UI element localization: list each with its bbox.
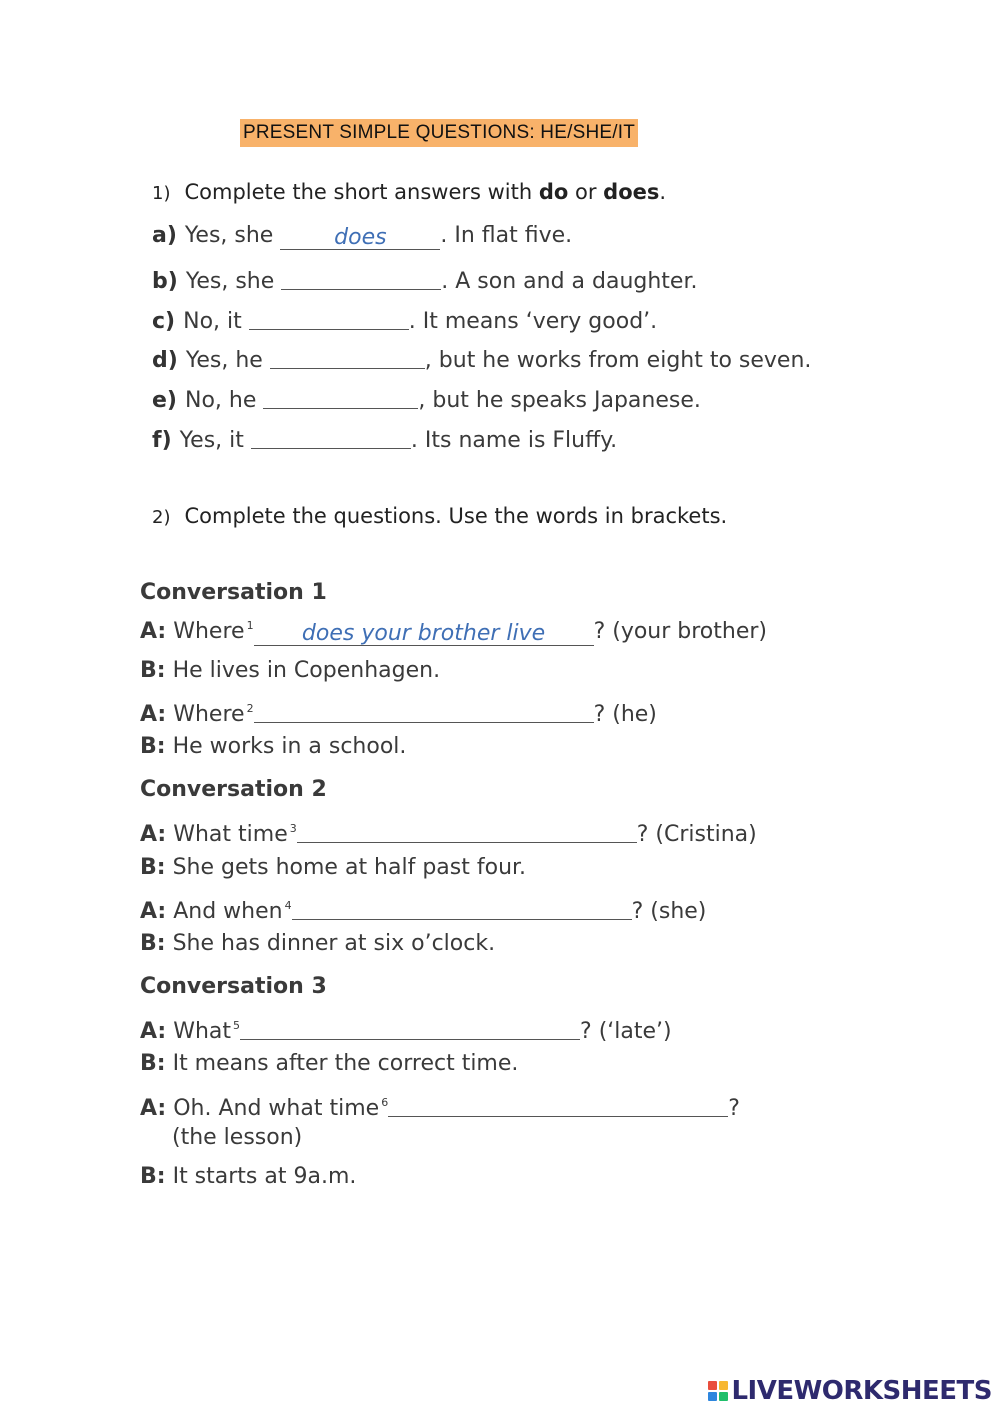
section1-number: 1): [152, 183, 171, 204]
conv-line-8: B: She has dinner at six o’clock.: [140, 931, 496, 956]
conv-line-1: A: Where $^1$ does your brother live ? (your brother): [140, 619, 767, 646]
conv-line-7: A: And when $^4$ ? (she): [140, 893, 706, 924]
liveworksheets-logo: [708, 1376, 992, 1406]
exercise-item-f: f) Yes, it . Its name is Fluffy.: [152, 422, 617, 453]
conv-line-5: A: What time $^3$ ? (Cristina): [140, 816, 757, 847]
exercise-item-b: b) Yes, she . A son and a daughter.: [152, 263, 698, 294]
conversation-2-title: Conversation 2: [140, 777, 327, 802]
conv-line-2: B: He lives in Copenhagen.: [140, 658, 441, 683]
answer-input-a[interactable]: does: [280, 225, 440, 250]
section2-instruction: 2) Complete the questions. Use the words in brackets.: [152, 504, 728, 528]
answer-input-5[interactable]: [240, 1015, 580, 1040]
answer-input-e[interactable]: [263, 384, 418, 409]
conv-line-11: A: Oh. And what time $^6$ ?: [140, 1090, 740, 1121]
conv-line-11-continuation: (the lesson): [172, 1125, 303, 1150]
conversation-1-title: Conversation 1: [140, 580, 327, 605]
answer-input-c[interactable]: [249, 305, 409, 330]
exercise-item-d: d) Yes, he , but he works from eight to seven.: [152, 342, 811, 373]
conv-line-12: B: It starts at 9a.m.: [140, 1164, 357, 1189]
answer-input-6[interactable]: [388, 1092, 728, 1117]
answer-input-1[interactable]: does your brother live: [254, 621, 594, 646]
answer-input-f[interactable]: [251, 424, 411, 449]
exercise-item-e: e) No, he , but he speaks Japanese.: [152, 382, 701, 413]
conv-line-3: A: Where $^2$ ? (he): [140, 696, 657, 727]
answer-input-3[interactable]: [297, 818, 637, 843]
section1-instruction: 1) Complete the short answers with do or does.: [152, 180, 667, 204]
answer-input-2[interactable]: [254, 698, 594, 723]
liveworksheets-logo-icon: [708, 1381, 728, 1401]
conv-line-10: B: It means after the correct time.: [140, 1051, 519, 1076]
conv-line-4: B: He works in a school.: [140, 734, 407, 759]
answer-input-b[interactable]: [281, 265, 441, 290]
conv-line-6: B: She gets home at half past four.: [140, 855, 527, 880]
answer-input-d[interactable]: [270, 344, 425, 369]
conv-line-9: A: What $^5$ ? (‘late’): [140, 1013, 672, 1044]
liveworksheets-brand-text: LIVEWORKSHEETS: [731, 1376, 992, 1406]
answer-input-4[interactable]: [292, 895, 632, 920]
conversation-3-title: Conversation 3: [140, 974, 327, 999]
exercise-item-c: c) No, it . It means ‘very good’.: [152, 303, 657, 334]
exercise-item-a: a) Yes, she does . In flat five.: [152, 223, 573, 250]
section2-number: 2): [152, 507, 171, 528]
worksheet-title: PRESENT SIMPLE QUESTIONS: HE/SHE/IT: [240, 119, 638, 147]
